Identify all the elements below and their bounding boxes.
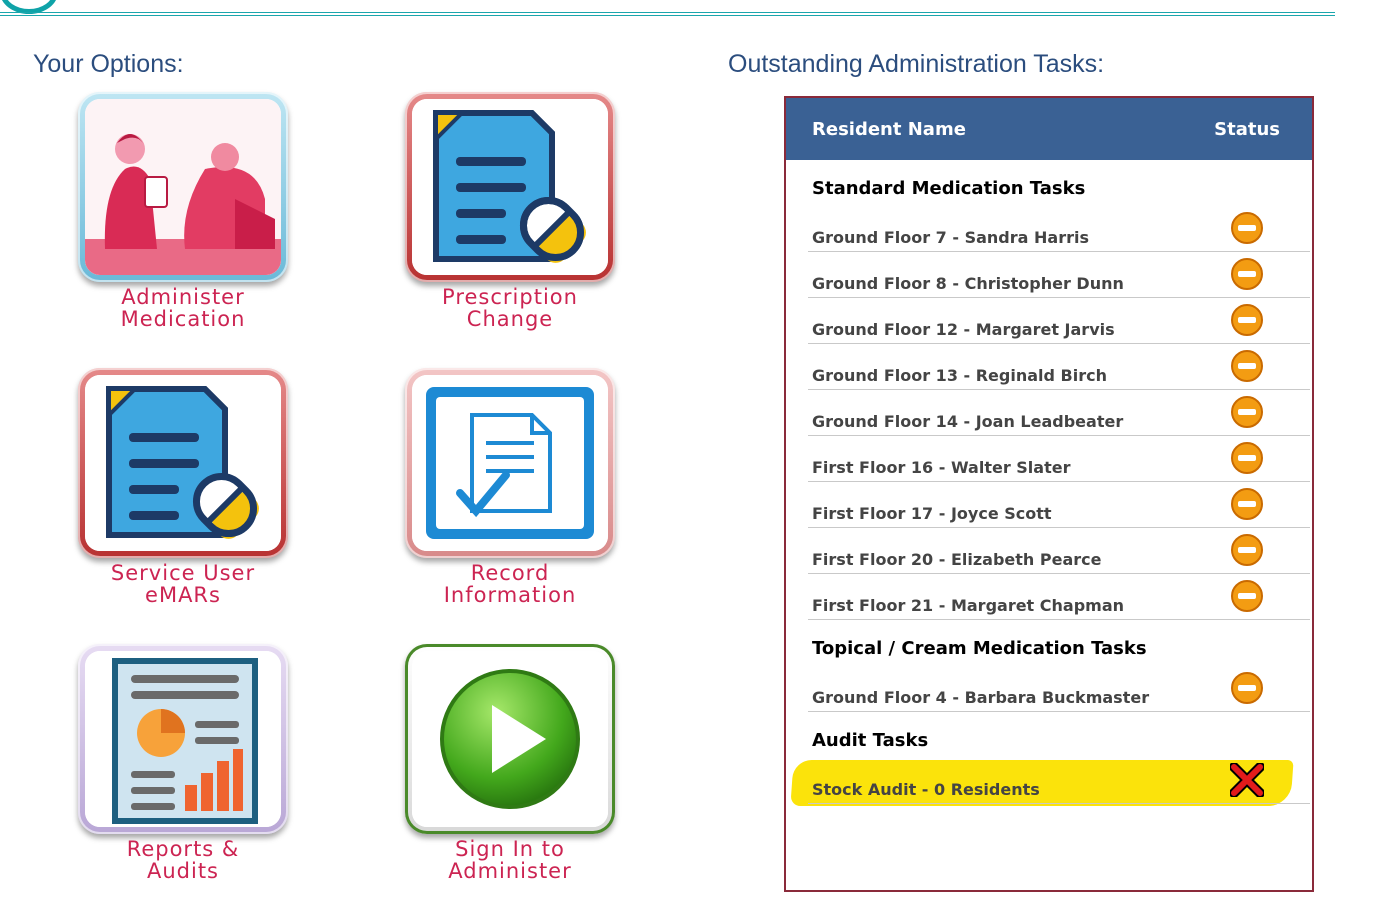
- header-divider: [0, 12, 1335, 16]
- prescription-change-button[interactable]: [390, 92, 630, 330]
- task-row[interactable]: [808, 390, 1310, 436]
- task-name: First Floor 17 - Joyce Scott: [812, 504, 1052, 523]
- pending-status-icon: [1230, 349, 1264, 383]
- task-name: Ground Floor 13 - Reginald Birch: [812, 366, 1107, 385]
- task-row[interactable]: [808, 482, 1310, 528]
- pending-status-icon: [1230, 487, 1264, 521]
- sign-in-administer-button[interactable]: [390, 644, 630, 882]
- pending-status-icon: [1230, 395, 1264, 429]
- column-header-resident-name: Resident Name: [812, 119, 966, 140]
- tile-frame: [78, 368, 288, 558]
- administer-medication-button[interactable]: [63, 92, 303, 330]
- pending-status-icon: [1230, 441, 1264, 475]
- outstanding-tasks-panel: [784, 96, 1314, 892]
- task-name: First Floor 21 - Margaret Chapman: [812, 596, 1125, 615]
- prescription-pill-icon: [412, 99, 608, 275]
- report-chart-icon: [85, 651, 281, 827]
- tile-label: Prescription Change: [442, 285, 578, 331]
- task-row[interactable]: [808, 344, 1310, 390]
- task-row[interactable]: [808, 758, 1310, 804]
- tile-label: Reports & Audits: [126, 837, 240, 883]
- reports-audits-button[interactable]: [63, 644, 303, 882]
- nurse-patient-icon: [85, 99, 281, 275]
- tile-frame: [405, 644, 615, 834]
- document-check-icon: [412, 375, 608, 551]
- tile-frame: [78, 644, 288, 834]
- tile-frame: [405, 368, 615, 558]
- pending-status-icon: [1230, 257, 1264, 291]
- pending-status-icon: [1230, 303, 1264, 337]
- play-button-icon: [412, 651, 608, 827]
- task-name: Ground Floor 7 - Sandra Harris: [812, 228, 1089, 247]
- task-row[interactable]: [808, 436, 1310, 482]
- table-header: [786, 98, 1312, 160]
- task-name: Ground Floor 4 - Barbara Buckmaster: [812, 688, 1150, 707]
- tile-frame: [405, 92, 615, 282]
- task-name: First Floor 20 - Elizabeth Pearce: [812, 550, 1102, 569]
- failed-status-icon: [1230, 763, 1264, 797]
- group-title-audit: Audit Tasks: [812, 730, 929, 751]
- pending-status-icon: [1230, 579, 1264, 613]
- task-row[interactable]: [808, 298, 1310, 344]
- group-title-topical: Topical / Cream Medication Tasks: [812, 638, 1147, 659]
- tile-frame: [78, 92, 288, 282]
- pending-status-icon: [1230, 533, 1264, 567]
- column-header-status: Status: [1214, 119, 1280, 140]
- record-information-button[interactable]: [390, 368, 630, 606]
- tile-label: Sign In to Administer: [448, 837, 572, 883]
- group-title-standard: Standard Medication Tasks: [812, 178, 1086, 199]
- options-title: Your Options:: [33, 50, 184, 78]
- tile-label: Administer Medication: [120, 285, 246, 331]
- task-name: First Floor 16 - Walter Slater: [812, 458, 1071, 477]
- task-row[interactable]: [808, 528, 1310, 574]
- prescription-pill-icon: [85, 375, 281, 551]
- task-row[interactable]: [808, 206, 1310, 252]
- task-row[interactable]: [808, 666, 1310, 712]
- task-row[interactable]: [808, 574, 1310, 620]
- tile-label: Service User eMARs: [110, 561, 256, 607]
- service-user-emars-button[interactable]: [63, 368, 303, 606]
- task-name: Ground Floor 12 - Margaret Jarvis: [812, 320, 1115, 339]
- pending-status-icon: [1230, 671, 1264, 705]
- task-name: Stock Audit - 0 Residents: [812, 780, 1040, 799]
- tasks-title: Outstanding Administration Tasks:: [728, 50, 1105, 78]
- task-name: Ground Floor 8 - Christopher Dunn: [812, 274, 1124, 293]
- task-name: Ground Floor 14 - Joan Leadbeater: [812, 412, 1124, 431]
- tile-label: Record Information: [443, 561, 577, 607]
- task-row[interactable]: [808, 252, 1310, 298]
- pending-status-icon: [1230, 211, 1264, 245]
